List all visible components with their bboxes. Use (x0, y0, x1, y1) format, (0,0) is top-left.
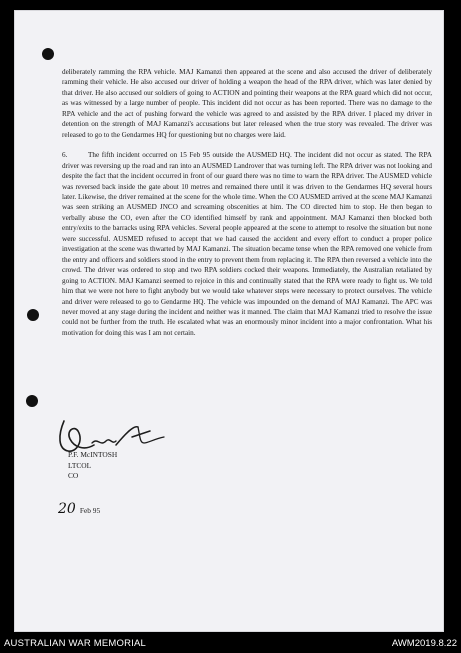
signatory-rank: LTCOL (68, 460, 92, 470)
signatory-role: CO (68, 471, 79, 481)
paragraph-6 (62, 150, 432, 338)
date-printed: Feb 95 (79, 506, 101, 515)
document-page (14, 10, 444, 632)
handwritten-day: 20 (58, 501, 76, 517)
paragraph-continued: deliberately ramming the RPA vehicle. MAJ Kamanzi then appeared at the scene and also accused the driver of deliberately ramming their vehicle. He also accused our driver of holding a weapon the head of the RPA driver, which was later denied by that driver. He also accused our soldiers of going to ACTION and pointing their weapons at the RPA guard which did not occur, as was witnessed by a large number of people. This incident did not occur as has been reported. There was no damage to the RPA vehicle and the act of pushing forward the vehicle was agreed to and assisted by the RPA driver. I placed my driver in detention on the strength of MAJ Kamanzi's accusations but later released when the true story was revealed. The driver was released to go to the Gendarmes HQ for questioning but no charges were laid. (62, 68, 432, 139)
archive-footer (0, 632, 461, 653)
letter-body (62, 67, 432, 338)
punch-hole (42, 48, 54, 60)
paragraph-6-text: The fifth incident occurred on 15 Feb 95 outside the AUSMED HQ. The incident did not occur as stated. The RPA driver was reversing up the road and ran into an AUSMED Landrover that was turning left. The RPA driver was not looking and despite the fact that the incident occurred in front of our guard there was no time to warn the RPA driver. The AUSMED vehicle was reversed back inside the gate about 10 metres and remained there until it was driven to the Gendarmes HQ several hours later. Likewise, the driver remained at the scene for the whole time. When the CO AUSMED arrived at the scene MAJ Kamanzi was seen striking an AUSMED JNCO and screaming obscenities at him. The CO directed him to stop. He then began to verbally abuse the CO, even after the CO identified himself by rank and appointment. MAJ Kamanzi then blocked both entry/exits to the barracks using RPA vehicles. Several people appeared at the scene to attempt to resolve the situation but none were successful. AUSMED refused to accept that we had caused the accident and every effort to conduct a proper police investigation at the scene was thwarted by MAJ Kamanzi. The situation became tense when the RPA removed one vehicle from the entry and officers and soldiers stood in the entry to prevent them from replacing it. The RPA then reversed a vehicle into the crowd. The driver was ordered to stop and two RPA soldiers cocked their weapons. Immediately, the Australian retaliated by going to ACTION. MAJ Kamanzi seemed to rejoice in this and continually stated that the RPA were ready to fight us. We told him that we were not here to fight anybody but we would take whatever steps were necessary to protect ourselves. The vehicle and driver were released to go to Gendarme HQ. The vehicle was impounded on the demand of MAJ Kamanzi. The APC was never moved at any stage during the incident and neither was it manned. The claim that MAJ Kamanzi tried to resolve the issue could not be further from the truth. He escalated what was an enormously minor incident into a major confrontation. What his motivation for doing this was I am not certain. (62, 151, 432, 337)
punch-hole (27, 309, 39, 321)
signatory-name: P.F. McINTOSH (68, 450, 118, 459)
paragraph-number: 6. (62, 151, 68, 160)
punch-hole (26, 395, 38, 407)
footer-reference: AWM2019.8.22 (391, 638, 457, 649)
footer-institution: AUSTRALIAN WAR MEMORIAL (4, 638, 147, 649)
signature-block (68, 450, 117, 482)
date-line (58, 501, 100, 517)
